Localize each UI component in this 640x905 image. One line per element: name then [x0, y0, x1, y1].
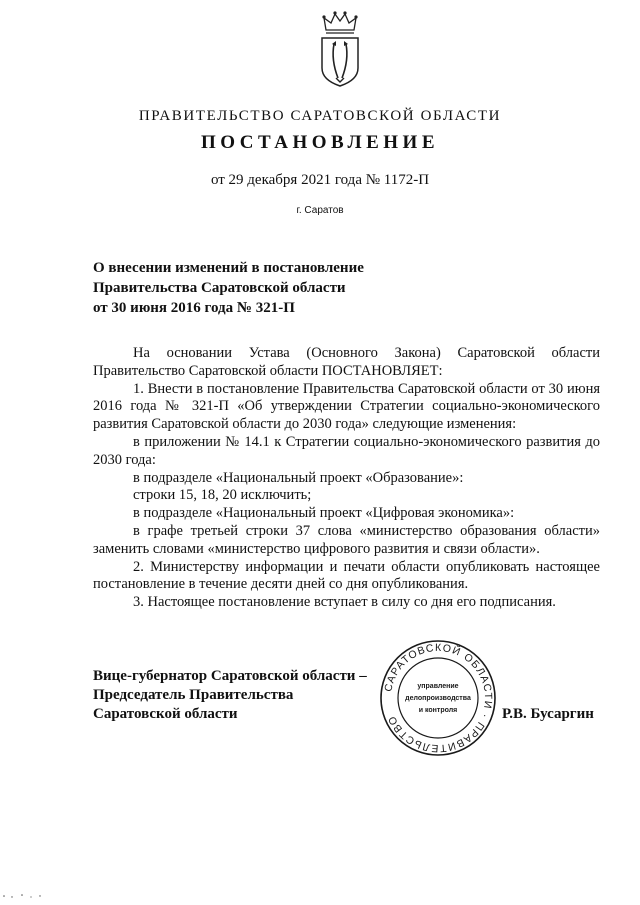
body-paragraph: 3. Настоящее постановление вступает в силу со дня его подписания. [133, 594, 556, 611]
scan-noise [0, 888, 60, 902]
signatory-position-line: Председатель Правительства [93, 687, 294, 703]
body-paragraph: строки 15, 18, 20 исключить; [133, 487, 312, 504]
body-paragraph: 1. Внести в постановление Правительства Саратовской области от 30 июня 2016 года № 321-П «Об утверждении Стратегии социально-экономического развития Саратовской области до 2030 года» следующие изменения: [93, 380, 600, 433]
body-paragraph: в подразделе «Национальный проект «Образование»: [133, 469, 464, 486]
body-paragraph: в приложении № 14.1 к Стратегии социально-экономического развития до 2030 года: [93, 433, 600, 468]
government-title: ПРАВИТЕЛЬСТВО САРАТОВСКОЙ ОБЛАСТИ [138, 108, 502, 124]
document-type-title: ПОСТАНОВЛЕНИЕ [200, 132, 440, 153]
city-label: г. Саратов [296, 205, 344, 216]
subject-line: Правительства Саратовской области [93, 280, 346, 296]
stamp-inner-line: делопроизводства [405, 695, 471, 702]
stamp-ring-text: САРАТОВСКОЙ ОБЛАСТИ · ПРАВИТЕЛЬСТВО [382, 641, 495, 755]
stamp-inner-line: и контроля [418, 707, 458, 714]
subject-block [93, 258, 413, 318]
document-body [93, 345, 600, 612]
body-paragraph: в подразделе «Национальный проект «Цифровая экономика»: [133, 505, 515, 522]
signatory-name: Р.В. Бусаргин [502, 706, 594, 722]
body-paragraph: 2. Министерству информации и печати области опубликовать настоящее постановление в течение десяти дней со дня опубликования. [93, 558, 600, 593]
official-stamp-icon [378, 638, 498, 758]
subject-line: О внесении изменений в постановление [93, 260, 364, 276]
stamp-inner-line: управление [417, 683, 459, 690]
coat-of-arms-icon [318, 10, 362, 88]
body-paragraph: На основании Устава (Основного Закона) Саратовской области Правительство Саратовской области ПОСТАНОВЛЯЕТ: [93, 345, 600, 379]
date-line: от 29 декабря 2021 года № 1172-П [210, 172, 430, 188]
signatory-position-line: Вице-губернатор Саратовской области – [93, 668, 367, 684]
body-paragraph: в графе третьей строки 37 слова «министерство образования области» заменить словами «министерство цифрового развития и связи области». [93, 522, 600, 557]
signatory-position [93, 667, 393, 724]
signatory-position-line: Саратовской области [93, 706, 238, 722]
subject-line: от 30 июня 2016 года № 321-П [93, 300, 295, 316]
